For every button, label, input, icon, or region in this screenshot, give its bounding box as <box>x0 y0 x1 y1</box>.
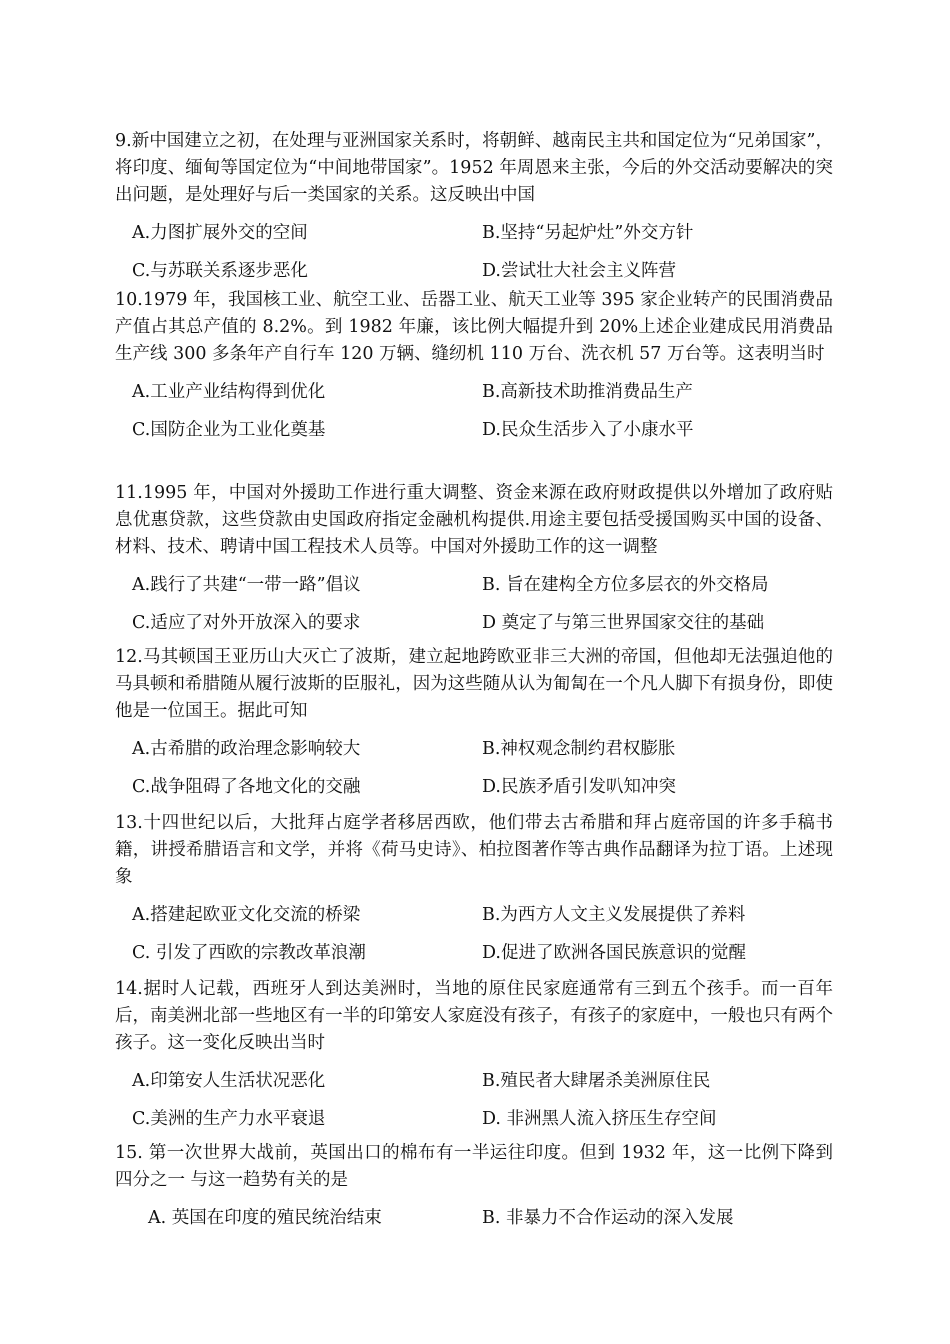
option-row <box>0 1200 950 1238</box>
option-b[interactable]: B.高新技术助推消费品生产 <box>482 382 693 402</box>
question-11 <box>0 480 950 643</box>
option-b[interactable]: B.神权观念制约君权膨胀 <box>482 739 676 759</box>
question-stem: 9.新中国建立之初，在处理与亚洲国家关系时，将朝鲜、越南民主共和国定位为“兄弟国家”，将印度、缅甸等国定位为“中间地带国家”。1952 年周恩来主张，今后的外交活动要解决的突出问题，是处理好与后一类国家的关系。这反映出中国 <box>115 131 833 205</box>
option-row <box>0 374 950 412</box>
option-b[interactable]: B. 旨在建构全方位多层衣的外交格局 <box>482 575 769 595</box>
option-row <box>0 605 950 643</box>
option-a[interactable]: A.践行了共建“一带一路”倡议 <box>132 575 361 595</box>
options <box>0 374 950 450</box>
options <box>0 897 950 973</box>
option-row <box>0 567 950 605</box>
option-b[interactable]: B.为西方人文主义发展提供了养料 <box>482 905 746 925</box>
option-d[interactable]: D 奠定了与第三世界国家交往的基础 <box>482 613 765 633</box>
options <box>0 1200 950 1238</box>
option-b[interactable]: B.殖民者大肆屠杀美洲原住民 <box>482 1071 711 1091</box>
option-a[interactable]: A. 英国在印度的殖民统治结束 <box>148 1208 382 1228</box>
options <box>0 215 950 291</box>
question-stem: 12.马其顿国王亚历山大灭亡了波斯，建立起地跨欧亚非三大洲的帝国，但他却无法强迫他的马具顿和希腊随从履行波斯的臣服礼，因为这些随从认为匍匐在一个凡人脚下有损身份，即使他是一位国王。据此可知 <box>115 647 833 721</box>
option-c[interactable]: C.美洲的生产力水平衰退 <box>132 1109 326 1129</box>
option-d[interactable]: D.民族矛盾引发叭知冲突 <box>482 777 676 797</box>
option-a[interactable]: A.印第安人生活状况恶化 <box>132 1071 326 1091</box>
option-row <box>0 1063 950 1101</box>
option-d[interactable]: D. 非洲黑人流入挤压生存空间 <box>482 1109 717 1129</box>
option-b[interactable]: B. 非暴力不合作运动的深入发展 <box>482 1208 734 1228</box>
question-stem: 14.据时人记载，西班牙人到达美洲时，当地的原住民家庭通常有三到五个孩手。而一百年后，南美洲北部一些地区有一半的印第安人家庭没有孩子，有孩子的家庭中，一般也只有两个孩子。这一变化反映出当时 <box>115 979 833 1053</box>
question-13 <box>0 810 950 973</box>
option-row <box>0 731 950 769</box>
question-10 <box>0 287 950 450</box>
question-stem: 10.1979 年，我国核工业、航空工业、岳器工业、航天工业等 395 家企业转产的民围消费品产值占其总产值的 8.2%。到 1982 年廉，该比例大幅提升到 20%上述企业建成民用消费品生产线 300 多条年产自行车 120 万辆、缝纫机 110 万台、洗衣机 57 万台等。这表明当时 <box>115 290 833 364</box>
question-stem: 15. 第一次世界大战前，英国出口的棉布有一半运往印度。但到 1932 年，这一比例下降到四分之一 与这一趋势有关的是 <box>115 1143 833 1190</box>
option-a[interactable]: A.搭建起欧亚文化交流的桥梁 <box>132 905 361 925</box>
option-a[interactable]: A.古希腊的政治理念影响较大 <box>132 739 361 759</box>
option-c[interactable]: C.战争阻碍了各地文化的交融 <box>132 777 361 797</box>
option-row <box>0 935 950 973</box>
option-c[interactable]: C.国防企业为工业化奠基 <box>132 420 326 440</box>
options <box>0 731 950 807</box>
question-stem: 11.1995 年，中国对外援助工作进行重大调整、资金来源在政府财政提供以外增加了政府贴息优惠贷款，这些贷款由史国政府指定金融机构提供.用途主要包括受援国购买中国的设备、材料、技术、聘请中国工程技术人员等。中国对外援助工作的这一调整 <box>115 483 833 557</box>
question-9 <box>0 128 950 291</box>
option-row <box>0 769 950 807</box>
option-row <box>0 215 950 253</box>
option-b[interactable]: B.坚持“另起炉灶”外交方针 <box>482 223 694 243</box>
question-14 <box>0 976 950 1139</box>
option-row <box>0 253 950 291</box>
option-c[interactable]: C.与苏联关系逐步恶化 <box>132 261 308 281</box>
option-row <box>0 412 950 450</box>
option-row <box>0 897 950 935</box>
option-row <box>0 1101 950 1139</box>
option-d[interactable]: D.促进了欧洲各国民族意识的觉醒 <box>482 943 746 963</box>
option-a[interactable]: A.工业产业结构得到优化 <box>132 382 326 402</box>
option-a[interactable]: A.力图扩展外交的空间 <box>132 223 308 243</box>
option-c[interactable]: C.适应了对外开放深入的要求 <box>132 613 361 633</box>
question-12 <box>0 644 950 807</box>
question-15 <box>0 1140 950 1238</box>
question-stem: 13.十四世纪以后，大批拜占庭学者移居西欧，他们带去古希腊和拜占庭帝国的许多手稿书籍，讲授希腊语言和文学，并将《荷马史诗》、柏拉图著作等古典作品翻译为拉丁语。上述现象 <box>115 813 833 887</box>
options <box>0 567 950 643</box>
option-d[interactable]: D.民众生活步入了小康水平 <box>482 420 694 440</box>
option-d[interactable]: D.尝试壮大社会主义阵营 <box>482 261 676 281</box>
option-c[interactable]: C. 引发了西欧的宗教改革浪潮 <box>132 943 366 963</box>
options <box>0 1063 950 1139</box>
